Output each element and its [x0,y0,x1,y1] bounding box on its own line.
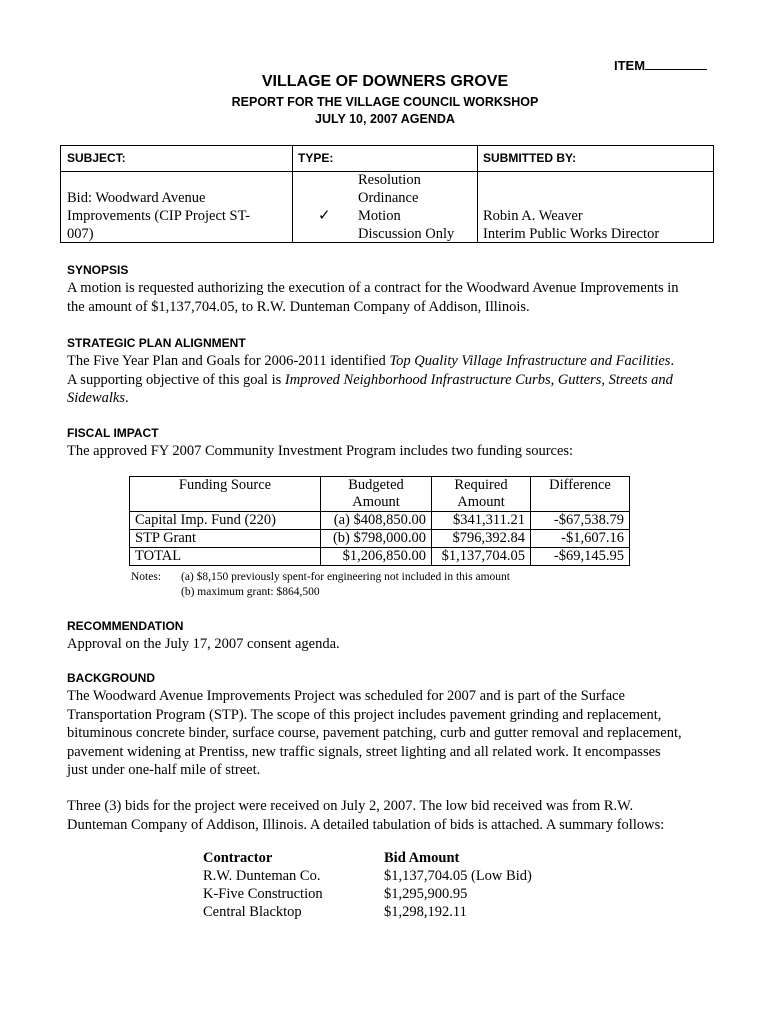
background-line: Dunteman Company of Addison, Illinois. A detailed tabulation of bids is attached. A summary follows: [67,816,665,833]
strategic-line: Sidewalks. [67,390,129,406]
background-paragraph-1 [67,687,757,780]
table-row-total [130,548,630,566]
header-difference: Difference [531,477,630,512]
type-label: TYPE: [298,151,334,165]
type-option-discussion-only: Discussion Only [358,226,455,242]
cell-difference: -$67,538.79 [531,512,630,530]
item-number-blank [645,57,707,70]
type-options [358,171,454,243]
synopsis-line: A motion is requested authorizing the execution of a contract for the Woodward Avenue Improvements in [67,280,679,296]
cell-difference: -$69,145.95 [531,548,630,566]
table-header-row [130,477,630,512]
submitted-by-label: SUBMITTED BY: [483,151,577,165]
bid-amount: $1,298,192.11 [384,904,467,920]
info-box-header-row [61,146,713,172]
type-option-motion: Motion [358,208,401,224]
submitter [483,207,659,243]
document-date: JULY 10, 2007 AGENDA [315,112,455,126]
type-option-resolution: Resolution [358,172,421,188]
info-box [60,145,714,243]
cell-source: TOTAL [130,548,321,566]
background-line: Transportation Program (STP). The scope of this project includes pavement grinding and replacement, [67,706,662,723]
submitter-title: Interim Public Works Director [483,226,660,242]
background-line: bituminous concrete binder, surface course, pavement patching, curb and gutter removal and replacement, [67,725,682,741]
document-title: VILLAGE OF DOWNERS GROVE [261,73,509,90]
check-mark-icon: ✓ [318,208,331,224]
type-option-ordinance: Ordinance [358,190,419,206]
item-label [614,57,707,73]
item-label-text: ITEM [614,58,646,73]
cell-source: Capital Imp. Fund (220) [130,512,321,530]
bid-contractor: K-Five Construction [203,886,323,902]
header-required-amount: Required Amount [432,477,531,512]
background-paragraph-2 [67,797,757,834]
background-line: pavement widening at Prentiss, new traffic signals, street lighting and all related work. It encompasses [67,743,661,760]
bids-amount-column [384,849,532,921]
bid-contractor: R.W. Dunteman Co. [203,868,321,884]
cell-budgeted: $1,206,850.00 [321,548,432,566]
subject-line: Bid: Woodward Avenue [67,190,206,206]
strategic-plan-text [67,352,717,408]
bid-amount-header: Bid Amount [384,850,460,866]
background-heading: BACKGROUND [67,671,155,685]
header-budgeted-amount: Budgeted Amount [321,477,432,512]
background-line: Three (3) bids for the project were received on July 2, 2007. The low bid received was from R.W. [67,798,634,814]
strategic-line: The Five Year Plan and Goals for 2006-2011 identified Top Quality Village Infrastructure and Facilities. [67,353,675,369]
table-notes-label: Notes: [131,571,162,583]
subject-text [67,189,287,243]
cell-source: STP Grant [130,530,321,548]
header-funding-source: Funding Source [130,477,321,512]
column-divider [477,146,478,242]
recommendation-heading: RECOMMENDATION [67,619,184,633]
column-divider [292,146,293,242]
synopsis-text [67,279,747,316]
bid-amount: $1,295,900.95 [384,886,468,902]
synopsis-line: the amount of $1,137,704.05, to R.W. Dunteman Company of Addison, Illinois. [67,298,530,315]
synopsis-heading: SYNOPSIS [67,263,129,277]
strategic-line: A supporting objective of this goal is Improved Neighborhood Infrastructure Curbs, Gutters, Streets and [67,371,673,388]
background-line: just under one-half mile of street. [67,762,261,778]
bids-contractor-column [203,849,323,921]
subject-line: Improvements (CIP Project ST- [67,208,250,224]
funding-table [129,476,630,566]
fiscal-impact-heading: FISCAL IMPACT [67,426,159,440]
subject-line: 007) [67,226,94,242]
table-row [130,530,630,548]
bid-amount: $1,137,704.05 (Low Bid) [384,868,532,884]
contractor-header: Contractor [203,850,273,866]
cell-required: $796,392.84 [432,530,531,548]
submitter-name: Robin A. Weaver [483,208,583,224]
bid-contractor: Central Blacktop [203,904,302,920]
cell-required: $341,311.21 [432,512,531,530]
table-note-a: (a) $8,150 previously spent-for engineering not included in this amount [181,571,510,583]
recommendation-text: Approval on the July 17, 2007 consent agenda. [67,636,340,652]
strategic-plan-heading: STRATEGIC PLAN ALIGNMENT [67,336,246,350]
fiscal-impact-text: The approved FY 2007 Community Investment Program includes two funding sources: [67,443,574,459]
table-row [130,512,630,530]
cell-budgeted: (a) $408,850.00 [321,512,432,530]
cell-required: $1,137,704.05 [432,548,531,566]
table-note-b: (b) maximum grant: $864,500 [181,586,320,598]
subject-label: SUBJECT: [67,151,126,165]
cell-budgeted: (b) $798,000.00 [321,530,432,548]
document-subtitle: REPORT FOR THE VILLAGE COUNCIL WORKSHOP [231,95,539,109]
cell-difference: -$1,607.16 [531,530,630,548]
background-line: The Woodward Avenue Improvements Project was scheduled for 2007 and is part of the Surface [67,688,625,704]
